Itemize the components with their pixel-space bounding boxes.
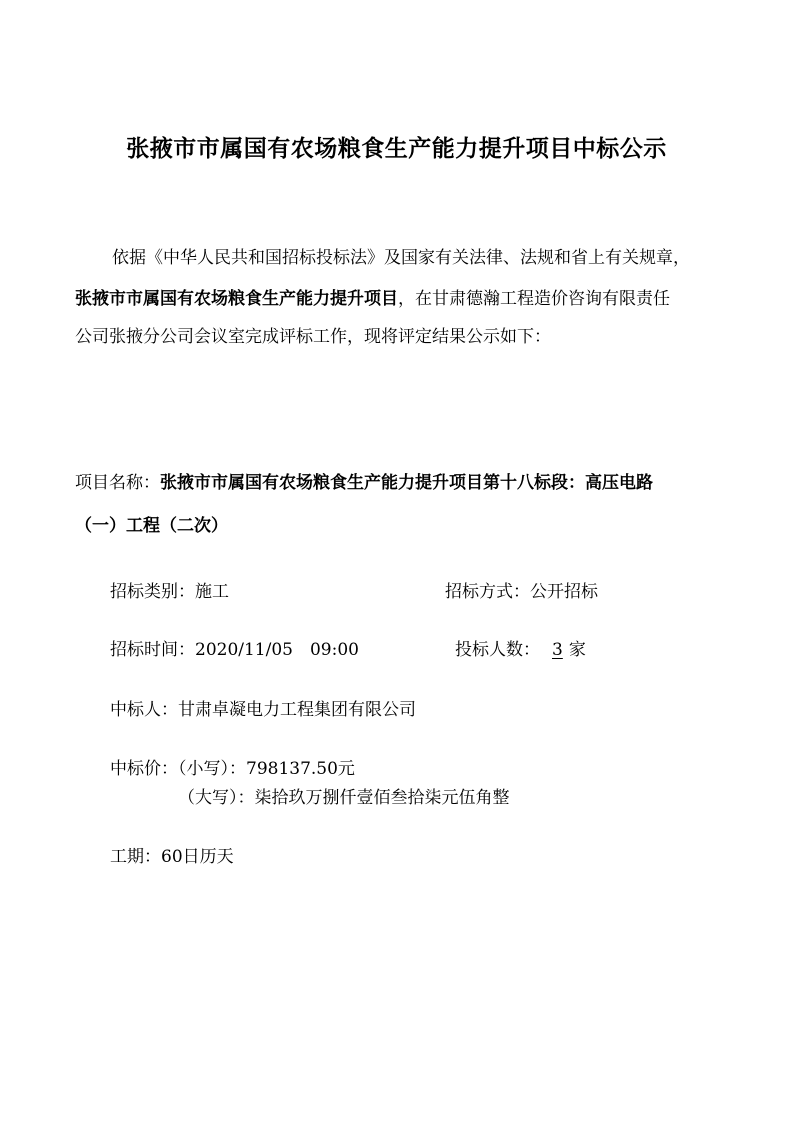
winning-price-big	[178, 786, 510, 810]
bidders-count	[455, 638, 586, 662]
price-big-value: 柒拾玖万捌仟壹佰叁拾柒元伍角整	[254, 788, 510, 808]
project-name-line-1	[75, 471, 653, 495]
price-small-value: 798137.50元	[246, 759, 355, 779]
intro-line-1: 依据《中华人民共和国招标投标法》及国家有关法律、法规和省上有关规章，	[112, 248, 690, 268]
bid-method-value: 公开招标	[530, 582, 598, 602]
price-small-label: （小写）：	[178, 759, 246, 779]
winner-label: 中标人：	[110, 700, 178, 720]
construction-period	[110, 845, 234, 869]
project-name-line-2: （一）工程（二次）	[75, 516, 228, 536]
winner	[110, 698, 416, 722]
intro-line-2	[75, 287, 670, 311]
period-value: 60日历天	[161, 847, 234, 867]
period-label: 工期：	[110, 847, 161, 867]
bid-time-value: 2020/11/05 09:00	[195, 640, 359, 660]
intro-project-name: 张掖市市属国有农场粮食生产能力提升项目	[75, 289, 398, 309]
bid-category-value: 施工	[195, 582, 229, 602]
bidders-count-label: 投标人数：	[455, 640, 540, 660]
winning-price-small	[110, 757, 355, 781]
bid-method	[445, 580, 598, 604]
price-big-label: （大写）：	[178, 788, 255, 808]
bid-category-label: 招标类别：	[110, 582, 195, 602]
bid-time	[110, 638, 359, 662]
project-name-value: 张掖市市属国有农场粮食生产能力提升项目第十八标段：高压电路	[160, 473, 653, 493]
intro-line-3: 公司张掖分公司会议室完成评标工作，现将评定结果公示如下：	[75, 327, 551, 347]
bid-method-label: 招标方式：	[445, 582, 530, 602]
page-title: 张掖市市属国有农场粮食生产能力提升项目中标公示	[126, 136, 667, 162]
bidders-count-unit: 家	[568, 640, 586, 660]
winning-price-label: 中标价：	[110, 759, 178, 779]
project-name-label: 项目名称：	[75, 473, 160, 493]
intro-line-2-rest: ，在甘肃德瀚工程造价咨询有限责任	[398, 289, 670, 309]
winner-value: 甘肃卓凝电力工程集团有限公司	[178, 700, 416, 720]
bid-time-label: 招标时间：	[110, 640, 195, 660]
bidders-count-value: 3	[552, 640, 563, 660]
bid-category	[110, 580, 229, 604]
